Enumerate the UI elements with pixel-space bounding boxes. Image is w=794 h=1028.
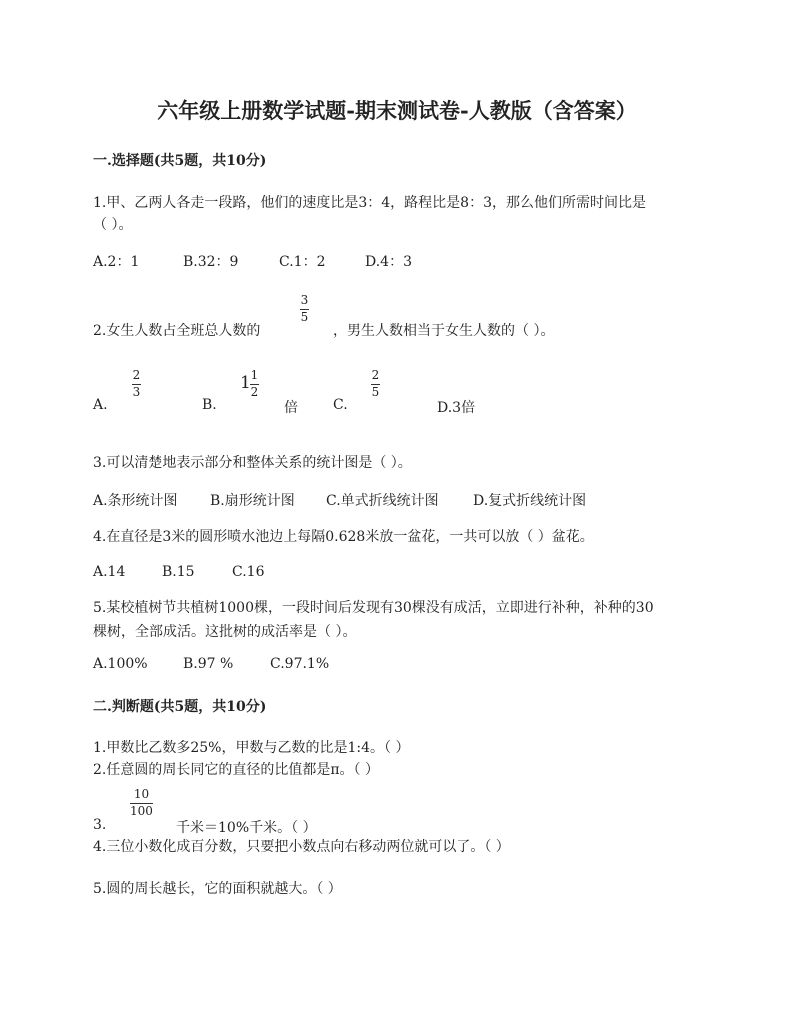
page-title: 六年级上册数学试题-期末测试卷-人教版（含答案）	[157, 98, 637, 123]
fraction-numerator: 10	[133, 787, 150, 801]
question-2-option-b-label: B.	[202, 397, 217, 413]
fraction-numerator: 1	[250, 368, 259, 382]
fraction-numerator: 2	[371, 368, 380, 382]
question-4-text: 4.在直径是3米的圆形喷水池边上每隔0.628米放一盆花，一共可以放（ ）盆花。	[93, 529, 594, 545]
question-2-option-b-unit: 倍	[284, 400, 298, 416]
fraction-denominator: 100	[130, 804, 153, 818]
question-3-option-c: C.单式折线统计图	[326, 493, 439, 509]
judgment-5: 5.圆的周长越长，它的面积就越大。（ ）	[93, 881, 342, 897]
question-5-option-a: A.100%	[93, 656, 148, 672]
judgment-2: 2.任意圆的周长同它的直径的比值都是π。（ ）	[93, 762, 380, 778]
judgment-1: 1.甲数比乙数多25%，甲数与乙数的比是1:4。（ ）	[93, 740, 410, 756]
question-4-option-b: B.15	[162, 564, 195, 580]
question-3-option-b: B.扇形统计图	[210, 493, 295, 509]
question-1-option-c: C.1：2	[279, 254, 326, 270]
question-2-option-b-fraction	[250, 369, 259, 399]
fraction-denominator: 5	[371, 385, 380, 399]
judgment-3-text: 千米＝10%千米。（ ）	[176, 820, 317, 836]
question-4-option-c: C.16	[232, 564, 265, 580]
question-5-option-b: B.97 %	[183, 656, 234, 672]
question-2-option-c-fraction	[371, 369, 380, 399]
question-1-line2: （ ）。	[93, 217, 133, 233]
question-2-suffix: ，男生人数相当于女生人数的（ ）。	[333, 323, 555, 339]
question-2-option-b-whole: 1	[240, 373, 251, 393]
question-2-prefix: 2.女生人数占全班总人数的	[93, 323, 261, 339]
question-1-line1: 1.甲、乙两人各走一段路，他们的速度比是3：4，路程比是8：3，那么他们所需时间比是	[93, 195, 646, 211]
question-2-option-c-label: C.	[333, 397, 348, 413]
question-4-option-a: A.14	[93, 564, 126, 580]
question-5-option-c: C.97.1%	[270, 656, 330, 672]
judgment-3-label: 3.	[93, 817, 107, 833]
question-2-option-a-label: A.	[93, 397, 108, 413]
question-1-option-b: B.32：9	[183, 254, 239, 270]
question-3-option-d: D.复式折线统计图	[473, 493, 587, 509]
fraction-numerator: 3	[300, 293, 309, 307]
fraction-numerator: 2	[132, 368, 141, 382]
judgment-3-fraction	[130, 788, 153, 818]
question-5-line2: 棵树，全部成活。这批树的成活率是（ ）。	[93, 624, 357, 640]
question-1-option-d: D.4：3	[365, 254, 412, 270]
question-1-option-a: A.2：1	[93, 254, 140, 270]
fraction-denominator: 3	[132, 385, 141, 399]
fraction-denominator: 2	[250, 385, 259, 399]
question-5-line1: 5.某校植树节共植树1000棵，一段时间后发现有30棵没有成活，立即进行补种，补种的30	[93, 600, 654, 616]
question-3-option-a: A.条形统计图	[93, 493, 178, 509]
section-heading-choice: 一.选择题(共5题，共10分)	[93, 153, 267, 169]
question-3-text: 3.可以清楚地表示部分和整体关系的统计图是（ ）。	[93, 455, 412, 471]
section-heading-judgment: 二.判断题(共5题，共10分)	[93, 699, 267, 715]
question-2-option-d: D.3倍	[437, 400, 476, 416]
fraction-denominator: 5	[300, 310, 309, 324]
question-2-fraction	[300, 294, 309, 324]
question-2-option-a-fraction	[132, 369, 141, 399]
judgment-4: 4.三位小数化成百分数，只要把小数点向右移动两位就可以了。（ ）	[93, 839, 510, 855]
